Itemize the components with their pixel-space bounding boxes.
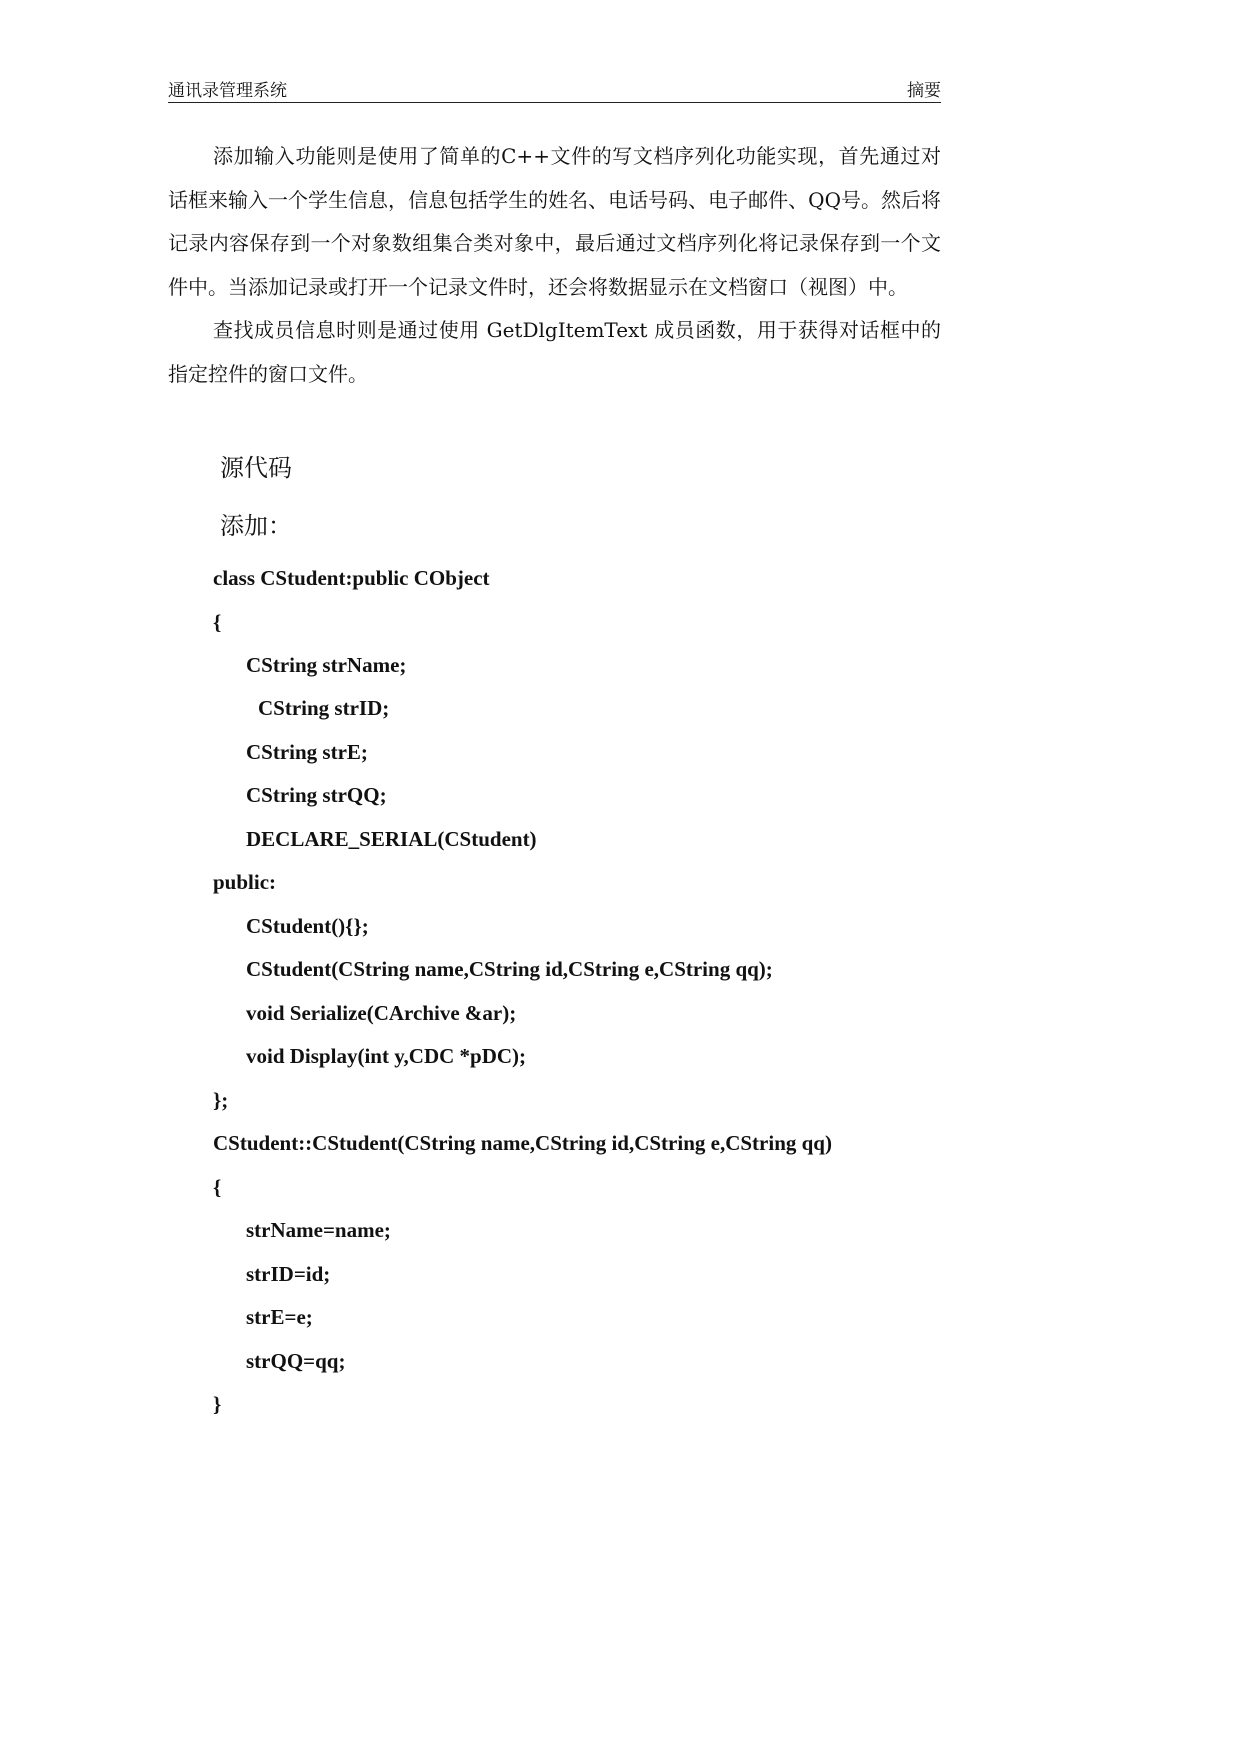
code-line: strName=name; [246,1218,391,1242]
code-line: CString strE; [246,740,368,764]
code-line: } [213,1392,222,1416]
code-line: }; [213,1088,229,1112]
code-line: class CStudent:public CObject [213,566,490,590]
paragraph: 查找成员信息时则是通过使用 GetDlgItemText 成员函数，用于获得对话框中的指定控件的窗口文件。 [168,318,941,386]
code-line: CString strID; [258,696,390,720]
code-line: CString strName; [246,653,407,677]
code-line: public: [213,870,277,894]
section-heading-add: 添加： [220,512,292,540]
section-heading-source: 源代码 [220,454,292,482]
code-line: CStudent(CString name,CString id,CString e,CString qq); [246,957,773,981]
code-line: strQQ=qq; [246,1349,346,1373]
code-line: void Serialize(CArchive &ar); [246,1001,517,1025]
code-line: { [213,1175,222,1199]
code-line: strE=e; [246,1305,313,1329]
paragraph: 添加输入功能则是使用了简单的C++文件的写文档序列化功能实现，首先通过对话框来输入一个学生信息，信息包括学生的姓名、电话号码、电子邮件、QQ号。然后将记录内容保存到一个对象数组集合类对象中，最后通过文档序列化将记录保存到一个文件中。当添加记录或打开一个记录文件时，还会将数据显示在文档窗口（视图）中。 [168,144,941,299]
page-header [168,80,941,103]
code-line: DECLARE_SERIAL(CStudent) [246,827,537,851]
header-section: 摘要 [907,81,941,101]
code-line: void Display(int y,CDC *pDC); [246,1044,527,1068]
code-line: { [213,610,222,634]
code-line: strID=id; [246,1262,331,1286]
code-line: CString strQQ; [246,783,387,807]
header-title: 通讯录管理系统 [168,81,287,101]
code-line: CStudent(){}; [246,914,369,938]
body-text [168,135,941,396]
code-line: CStudent::CStudent(CString name,CString id,CString e,CString qq) [213,1131,832,1155]
